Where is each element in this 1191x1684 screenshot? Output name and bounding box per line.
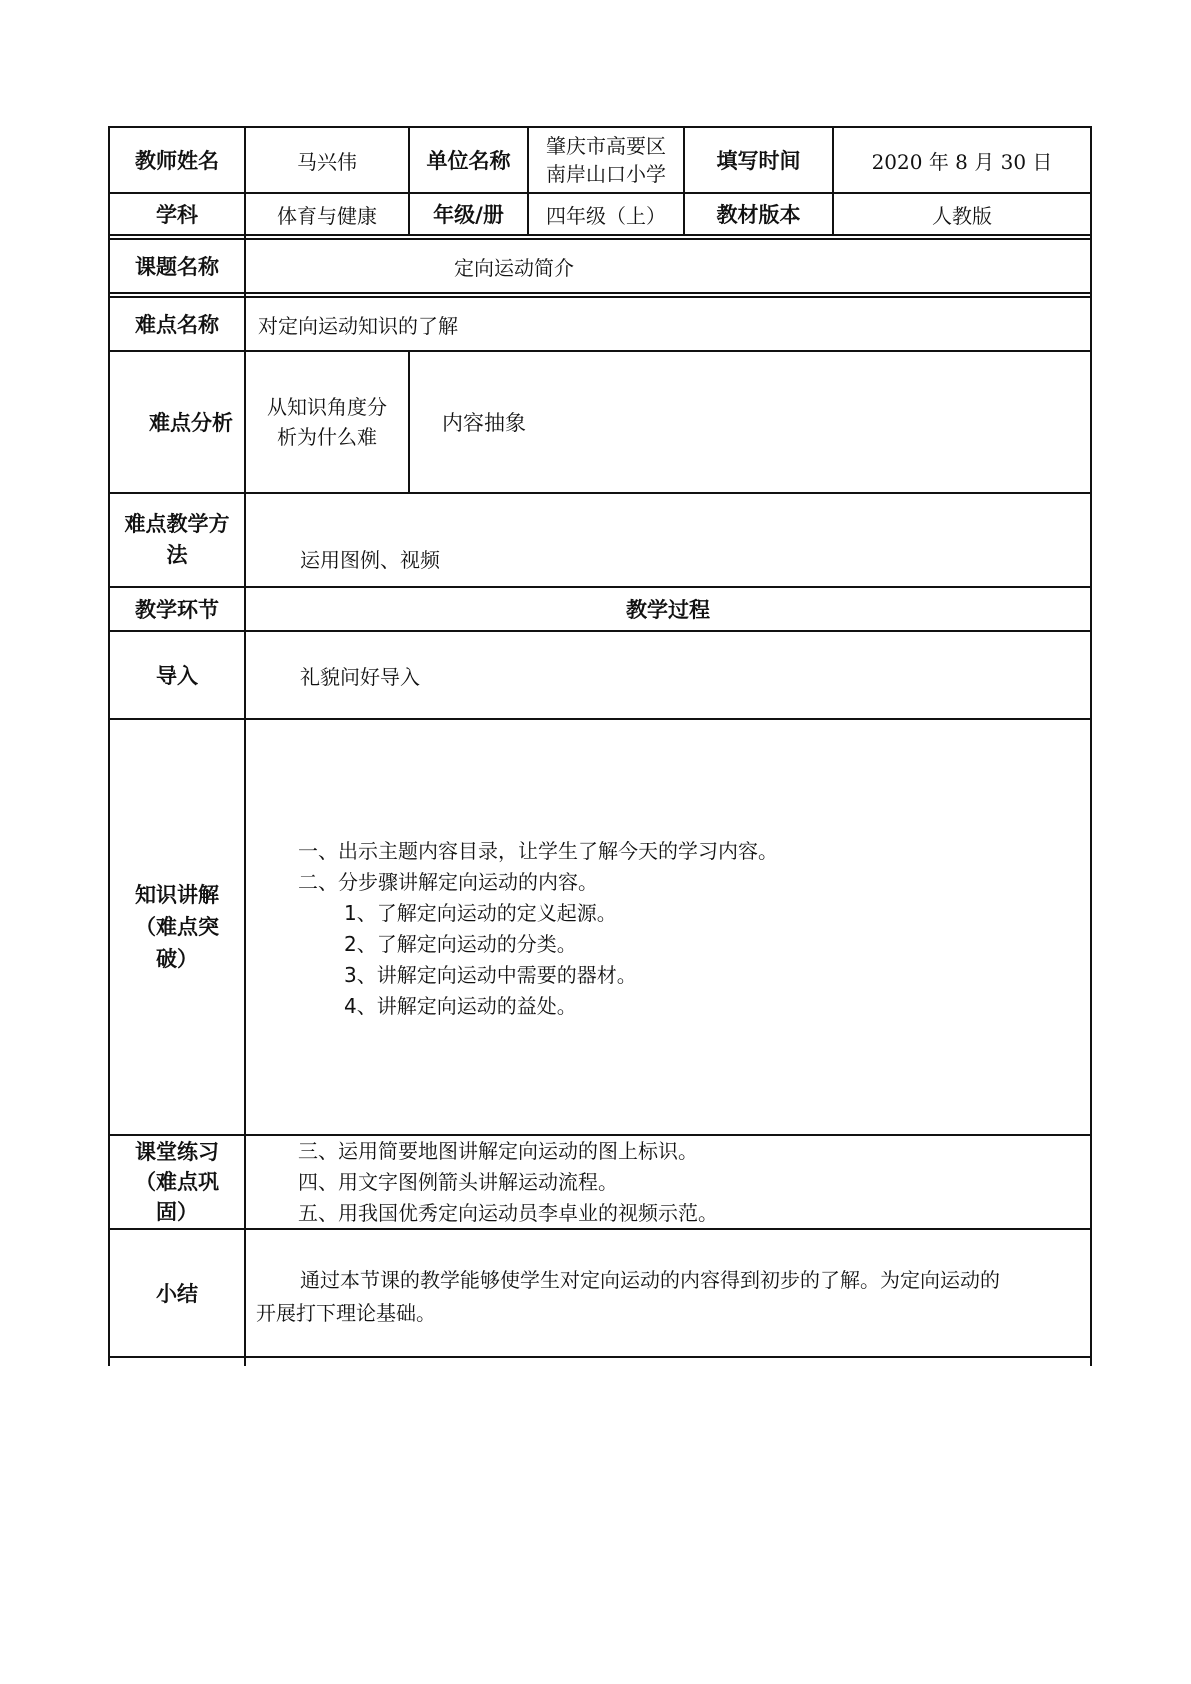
method-label-line-1: 难点教学方 xyxy=(124,512,230,536)
analysis-value: 内容抽象 xyxy=(442,411,526,435)
table-border-right xyxy=(1090,126,1092,1366)
analysis-sub-label-line-1: 从知识角度分 xyxy=(267,395,387,419)
fill-date-value: 2020 年 8 月 30 日 xyxy=(871,149,1053,174)
difficulty-value: 对定向运动知识的了解 xyxy=(258,313,458,338)
method-label xyxy=(110,494,244,586)
row-line-5 xyxy=(108,492,1092,494)
analysis-divider xyxy=(408,352,410,494)
edition-label: 教材版本 xyxy=(716,203,801,227)
method-label-line-2: 法 xyxy=(166,543,188,567)
list-item: 4、讲解定向运动的益处。 xyxy=(344,994,577,1018)
row-line-2 xyxy=(108,234,1092,236)
row-line-8 xyxy=(108,718,1092,720)
practice-label-line-2: （难点巩 xyxy=(135,1170,219,1194)
method-value: 运用图例、视频 xyxy=(300,547,440,572)
practice-label xyxy=(110,1136,244,1228)
list-item: 四、用文字图例箭头讲解运动流程。 xyxy=(298,1170,618,1194)
subject-value: 体育与健康 xyxy=(277,203,377,228)
teaching-process-header: 教学过程 xyxy=(626,598,710,622)
list-item: 2、了解定向运动的分类。 xyxy=(344,932,577,956)
knowledge-list xyxy=(298,836,1078,1022)
practice-label-line-3: 固） xyxy=(156,1200,198,1224)
intro-label: 导入 xyxy=(156,664,198,688)
summary-text xyxy=(256,1264,1086,1330)
teaching-stage-header: 教学环节 xyxy=(135,598,219,622)
fill-date-label: 填写时间 xyxy=(716,149,801,173)
row-line-3 xyxy=(108,292,1092,294)
unit-name-value xyxy=(529,128,683,192)
teacher-name-label: 教师姓名 xyxy=(135,149,219,173)
topic-label: 课题名称 xyxy=(135,255,219,279)
list-item: 一、出示主题内容目录，让学生了解今天的学习内容。 xyxy=(298,839,778,863)
unit-name-line-1: 肇庆市高要区 xyxy=(546,134,666,158)
summary-label: 小结 xyxy=(156,1282,198,1306)
unit-name-label: 单位名称 xyxy=(426,149,511,173)
subject-label: 学科 xyxy=(156,203,198,227)
list-item: 3、讲解定向运动中需要的器材。 xyxy=(344,963,637,987)
summary-line-1: 通过本节课的教学能够使学生对定向运动的内容得到初步的了解。为定向运动的 xyxy=(300,1268,1000,1292)
teacher-name-value: 马兴伟 xyxy=(297,149,357,174)
list-item: 二、分步骤讲解定向运动的内容。 xyxy=(298,870,598,894)
analysis-label: 难点分析 xyxy=(149,411,233,435)
summary-line-2: 开展打下理论基础。 xyxy=(256,1301,436,1325)
knowledge-label-line-1: 知识讲解 xyxy=(135,883,219,907)
label-column-divider xyxy=(244,126,246,1366)
edition-value: 人教版 xyxy=(932,203,992,228)
topic-value: 定向运动简介 xyxy=(454,255,574,280)
practice-label-line-1: 课堂练习 xyxy=(135,1140,219,1164)
analysis-sub-label xyxy=(246,352,408,492)
knowledge-label-line-2: （难点突 xyxy=(135,915,219,939)
knowledge-label-line-3: 破） xyxy=(156,947,198,971)
grade-value: 四年级（上） xyxy=(546,203,666,228)
list-item: 五、用我国优秀定向运动员李卓业的视频示范。 xyxy=(298,1201,718,1225)
practice-list xyxy=(298,1136,1078,1229)
knowledge-label xyxy=(110,720,244,1134)
list-item: 三、运用简要地图讲解定向运动的图上标识。 xyxy=(298,1139,698,1163)
difficulty-label: 难点名称 xyxy=(135,313,219,337)
intro-value: 礼貌问好导入 xyxy=(300,664,420,689)
unit-name-line-2: 南岸山口小学 xyxy=(546,162,666,186)
grade-label: 年级/册 xyxy=(433,203,504,227)
table-border-bottom xyxy=(108,1356,1092,1358)
analysis-sub-label-line-2: 析为什么难 xyxy=(277,425,377,449)
list-item: 1、了解定向运动的定义起源。 xyxy=(344,901,617,925)
